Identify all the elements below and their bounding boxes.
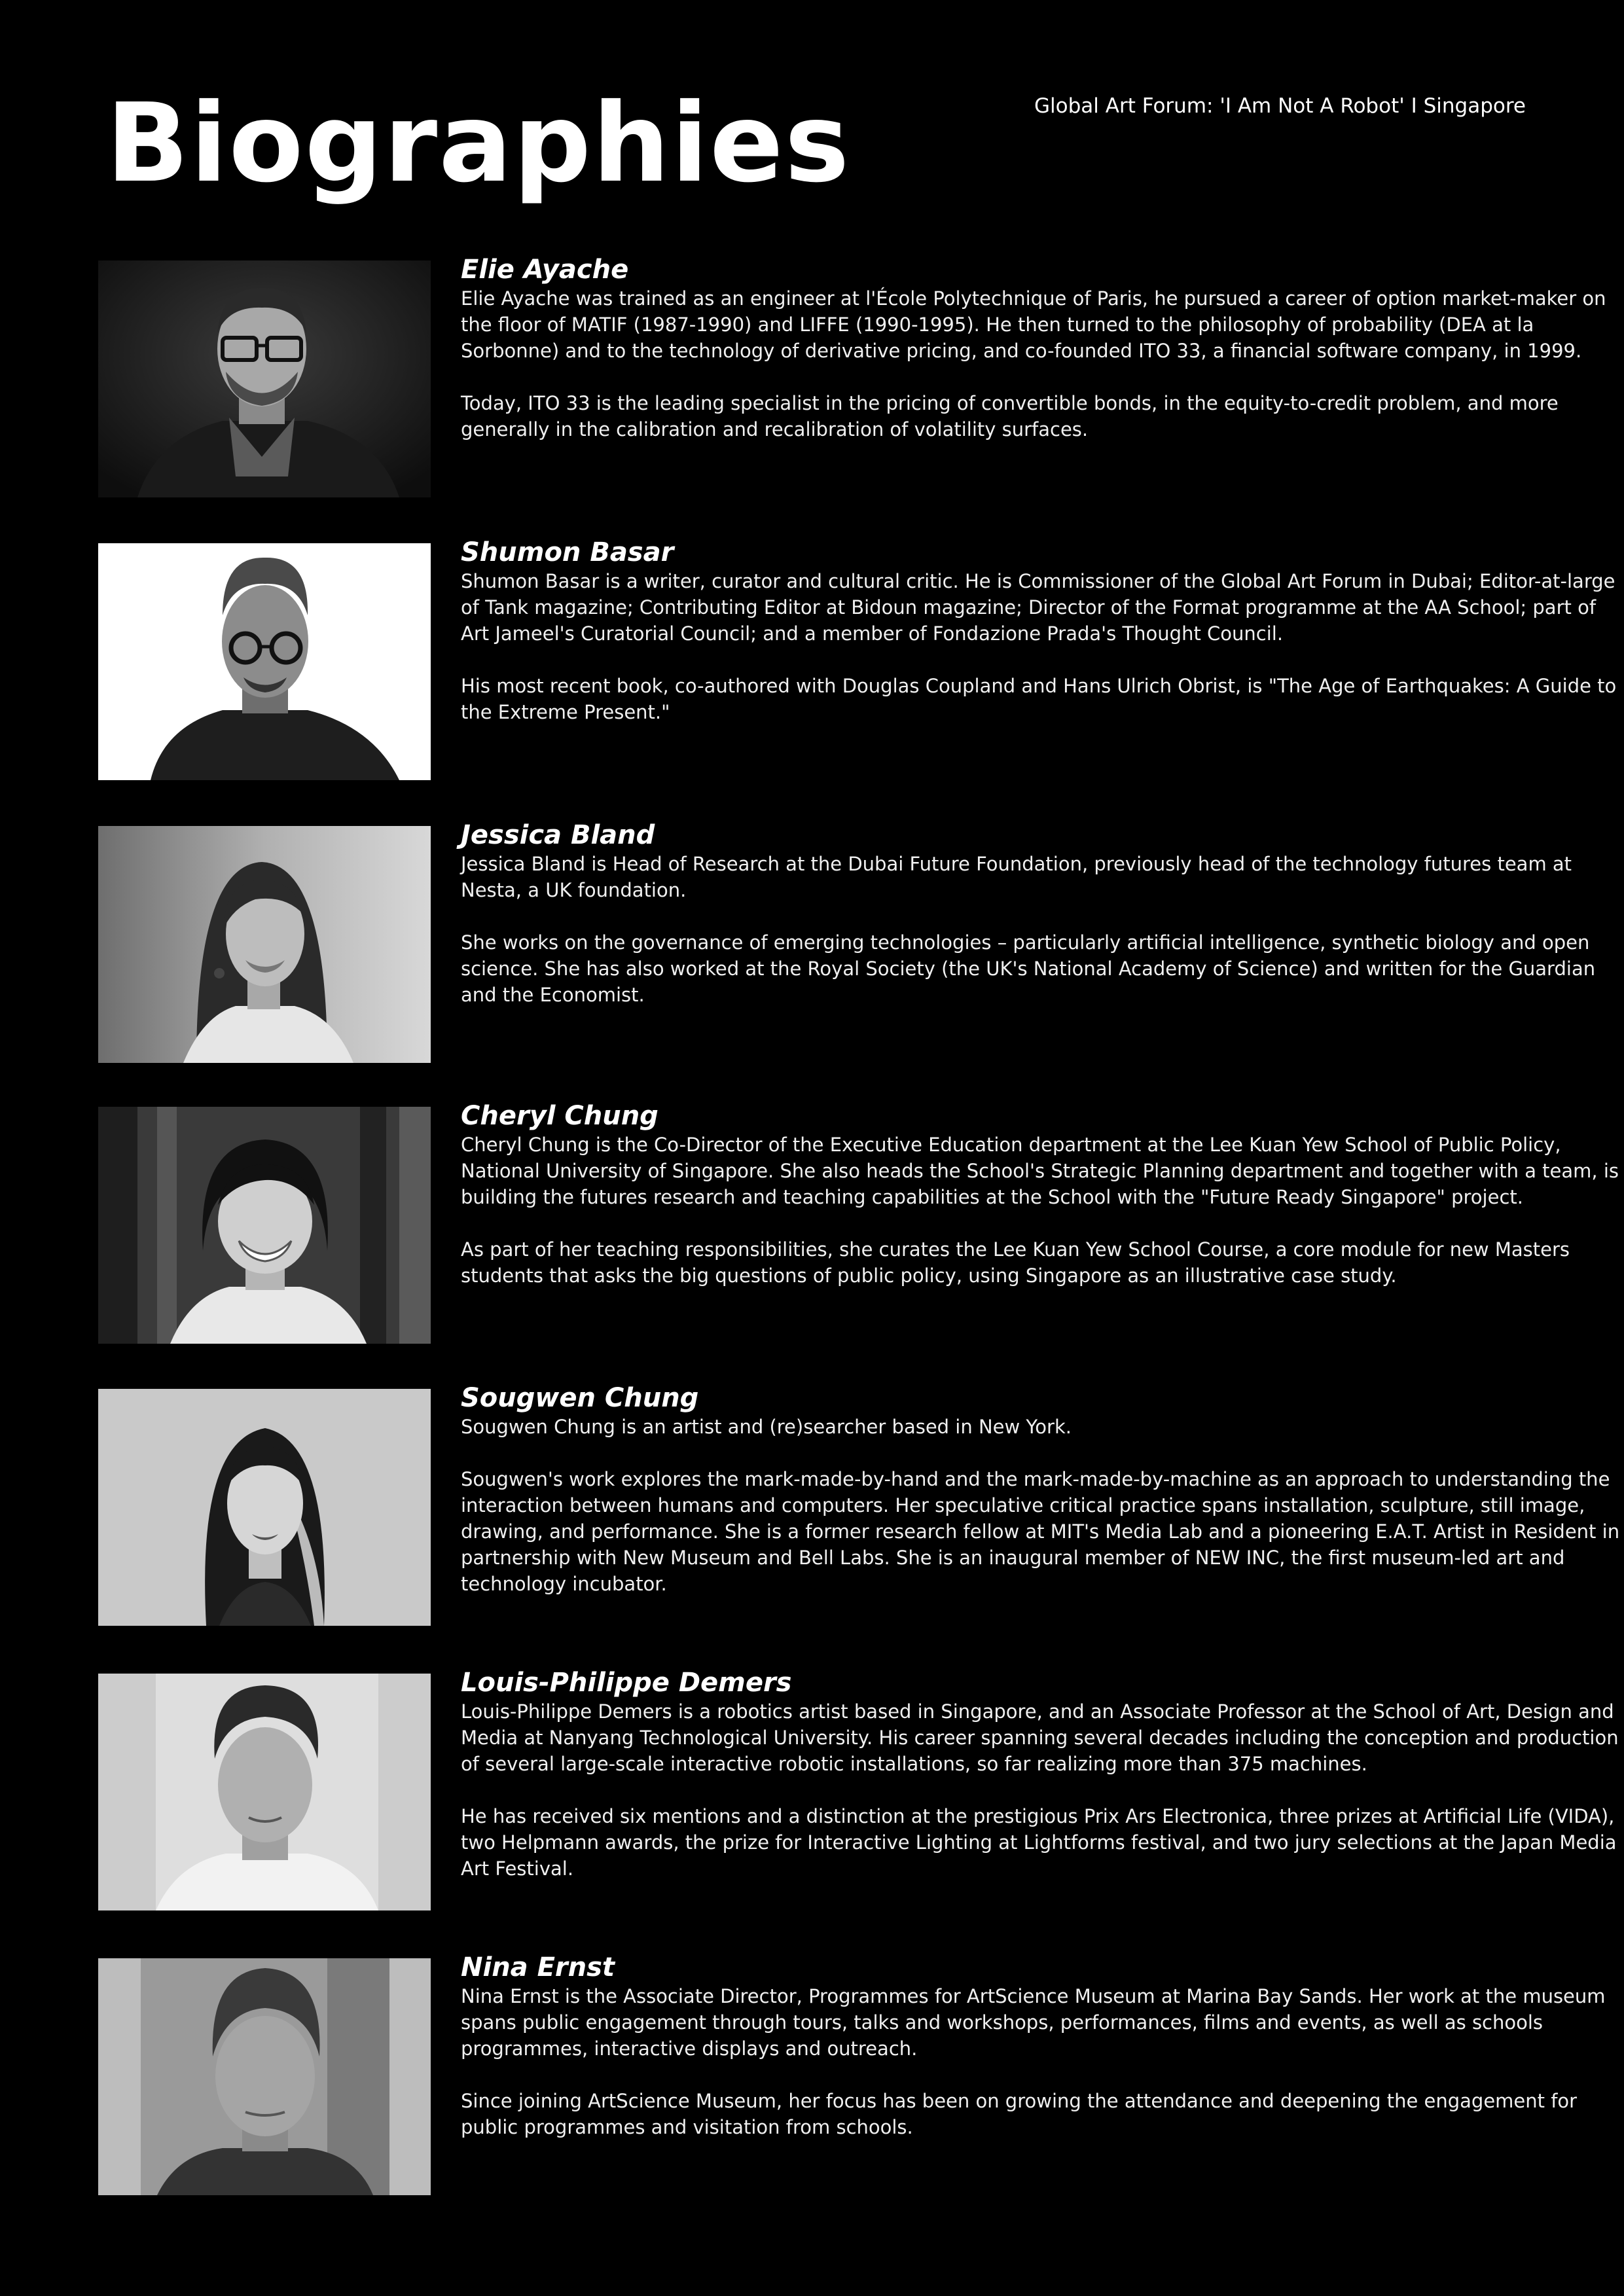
bio-paragraph: Since joining ArtScience Museum, her focus has been on growing the attendance and deepening the engagement for public programmes and visitation from schools. [461,2090,1578,2138]
bio-name: Nina Ernst [461,1952,615,1982]
portrait-photo [98,260,431,497]
bio-paragraph: Sougwen Chung is an artist and (re)searcher based in New York. [461,1416,1072,1438]
bio-text [461,537,1624,725]
bio-entry-louis-philippe-demers [98,1668,1619,1910]
bio-name: Elie Ayache [461,255,629,285]
bio-name: Sougwen Chung [461,1383,699,1413]
bio-paragraph: Jessica Bland is Head of Research at the Dubai Future Foundation, previously head of the technology futures team at Nesta, a UK foundation. [461,853,1572,901]
bio-paragraph: She works on the governance of emerging technologies – particularly artificial intelligence, synthetic biology and open science. She has also worked at the Royal Society (the UK's National Academy of Science) and written for the Guardian and the Economist. [461,931,1596,1006]
portrait-photo [98,826,431,1063]
bio-entry-elie-ayache [98,255,1606,497]
bio-paragraph: Nina Ernst is the Associate Director, Programmes for ArtScience Museum at Marina Bay Sands. Her work at the museum spans public engagement through tours, talks and workshops, performances, films and events, as well as schools programmes, interactive displays and outreach. [461,1985,1606,2060]
bio-entry-sougwen-chung [98,1383,1620,1626]
bio-paragraph: Louis-Philippe Demers is a robotics artist based in Singapore, and an Associate Professor at the School of Art, Design and Media at Nanyang Technological University. His career spanning several decades including the conception and production of several large-scale interactive robotic installations, so far realizing more than 375 machines. [461,1700,1619,1775]
bio-paragraph: Cheryl Chung is the Co-Director of the Executive Education department at the Lee Kuan Yew School of Public Policy, National University of Singapore. She also heads the School's Strategic Planning department and together with a team, is building the futures research and teaching capabilities at the School with the "Future Ready Singapore" project. [461,1134,1619,1208]
bio-text [461,254,1624,442]
portrait-photo [98,1389,431,1626]
portrait-photo [98,1674,431,1910]
bio-name: Jessica Bland [461,820,655,850]
bio-text [461,1667,1624,1882]
bio-name: Shumon Basar [461,537,674,567]
bio-entry-cheryl-chung [98,1101,1619,1344]
bio-text [461,1382,1624,1597]
bio-entry-shumon-basar [98,537,1617,780]
bio-paragraph: Shumon Basar is a writer, curator and cultural critic. He is Commissioner of the Global Art Forum in Dubai; Editor-at-large of Tank magazine; Contributing Editor at Bidoun magazine; Director of the Format programme at the AA School; part of Art Jameel's Curatorial Council; and a member of Fondazione Prada's Thought Council. [461,570,1615,645]
portrait-photo [98,543,431,780]
bio-paragraph: As part of her teaching responsibilities, she curates the Lee Kuan Yew School Course, a core module for new Masters students that asks the big questions of public policy, using Singapore as an illustrative case study. [461,1238,1570,1287]
bio-paragraph: His most recent book, co-authored with Douglas Coupland and Hans Ulrich Obrist, is "The Age of Earthquakes: A Guide to the Extreme Present." [461,675,1617,723]
bio-paragraph: He has received six mentions and a distinction at the prestigious Prix Ars Electronica, three prizes at Artificial Life (VIDA), two Helpmann awards, the prize for Interactive Lighting at Lightforms festival, and two jury selections at the Japan Media Art Festival. [461,1805,1617,1880]
bio-name: Louis-Philippe Demers [461,1668,792,1698]
bio-entry-nina-ernst [98,1952,1606,2195]
bio-text [461,1952,1624,2140]
portrait-photo [98,1107,431,1344]
event-subtitle: Global Art Forum: 'I Am Not A Robot' I Singapore [1034,94,1526,118]
bio-entry-jessica-bland [98,820,1596,1063]
bio-paragraph: Today, ITO 33 is the leading specialist in the pricing of convertible bonds, in the equity-to-credit problem, and more generally in the calibration and recalibration of volatility surfaces. [461,392,1559,440]
bio-text [461,1100,1624,1289]
page-title: Biographies [106,81,851,207]
bio-text [461,819,1624,1008]
bio-paragraph: Sougwen's work explores the mark-made-by-hand and the mark-made-by-machine as an approach to understanding the interaction between humans and computers. Her speculative critical practice spans installation, sculpture, still image, drawing, and performance. She is a former research fellow at MIT's Media Lab and a pioneering E.A.T. Artist in Resident in partnership with New Museum and Bell Labs. She is an inaugural member of NEW INC, the first museum-led art and technology incubator. [461,1468,1620,1595]
bio-name: Cheryl Chung [461,1101,659,1131]
bio-paragraph: Elie Ayache was trained as an engineer at l'École Polytechnique of Paris, he pursued a career of option market-maker on the floor of MATIF (1987-1990) and LIFFE (1990-1995). He then turned to the philosophy of probability (DEA at la Sorbonne) and to the technology of derivative pricing, and co-founded ITO 33, a financial software company, in 1999. [461,287,1606,362]
portrait-photo [98,1958,431,2195]
